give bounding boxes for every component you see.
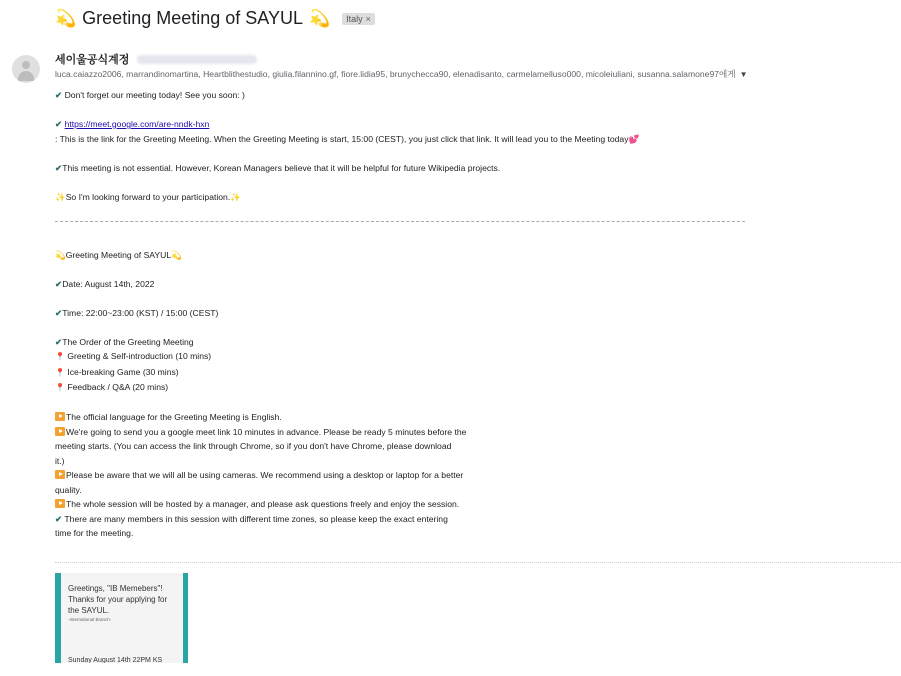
card-text [68, 583, 183, 623]
check-icon: ✔ [55, 119, 63, 129]
body-line-1: Don't forget our meeting today! See you soon: ) [64, 90, 245, 100]
dizzy-icon: 💫 [55, 8, 77, 28]
note-2a: We're going to send you a google meet link 10 minutes in advance. Please be ready 5 minutes before the [66, 426, 467, 437]
email-subject: Greeting Meeting of SAYUL [82, 8, 303, 28]
pin-icon: 📍 [55, 383, 65, 392]
remove-label-icon[interactable]: × [365, 13, 371, 24]
details-dropdown-icon[interactable]: ▼ [739, 69, 748, 79]
email-subject-row [55, 8, 375, 29]
check-icon: ✔ [55, 278, 63, 289]
heart-icon: 💕 [628, 133, 640, 144]
play-button-icon [55, 499, 65, 508]
meeting-time: Time: 22:00~23:00 (KST) / 15:00 (CEST) [62, 307, 219, 318]
recipients-row [55, 68, 748, 80]
check-icon: ✔ [55, 162, 63, 173]
agenda-item: Greeting & Self-introduction (10 mins) [67, 351, 212, 361]
note-1: The official language for the Greeting Meeting is English. [66, 412, 282, 422]
card-bottom-text: Sunday August 14th 22PM KS [68, 657, 163, 663]
body-line-4: This meeting is not essential. However, Korean Managers believe that it will be helpful for future Wikipedia projects. [62, 162, 501, 173]
avatar-body [18, 71, 34, 81]
sender-email-redacted [137, 55, 257, 64]
note-2b: meeting starts. (You can access the link through Chrome, so if you don't have Chrome, please download [55, 441, 452, 451]
play-button-icon [55, 427, 65, 436]
dashed-divider [55, 221, 745, 222]
body-line-3: : This is the link for the Greeting Meeting. When the Greeting Meeting is start, 15:00 (CEST), you just click that link. It will lead you to the Meeting today [55, 133, 629, 144]
section-title: Greeting Meeting of SAYUL [65, 249, 172, 260]
check-icon: ✔ [55, 307, 63, 318]
note-5a: There are many members in this session with different time zones, so please keep the exact entering [62, 513, 448, 524]
recipients-list: luca.caiazzo2006, marrandinomartina, Heartblithestudio, giulia.filannino.gf, fiore.lidia95, brunychecca90, elenadisanto, carmelamelluso000, micoleiuliani, susanna.salamone97에게 [55, 69, 736, 79]
card-line-3: the SAYUL. [68, 606, 110, 615]
order-title: The Order of the Greeting Meeting [62, 336, 194, 347]
meeting-date: Date: August 14th, 2022 [62, 278, 155, 289]
avatar-head [22, 61, 30, 69]
dizzy-icon: 💫 [171, 249, 182, 260]
label-chip-text: Italy [346, 13, 363, 24]
pin-icon: 📍 [55, 352, 65, 361]
email-body [55, 88, 895, 541]
check-icon: ✔ [55, 90, 63, 100]
body-line-5: So I'm looking forward to your participation. [65, 191, 231, 202]
attachment-thumbnail[interactable] [55, 573, 188, 663]
play-button-icon [55, 412, 65, 421]
meet-link[interactable]: https://meet.google.com/are-nndk-hxn [64, 119, 210, 129]
check-icon: ✔ [55, 513, 63, 524]
attachment-divider [55, 562, 901, 563]
dizzy-icon: 💫 [55, 249, 66, 260]
note-2c: it.) [55, 455, 65, 466]
sender-name[interactable]: 세이울공식계정 [55, 54, 130, 66]
check-icon: ✔ [55, 336, 63, 347]
sparkles-icon: ✨ [55, 191, 66, 202]
label-chip[interactable] [342, 13, 375, 25]
card-edge-left [55, 573, 61, 663]
card-edge-right [183, 573, 188, 663]
card-small-text: -International Branch- [68, 617, 112, 622]
sender-row [55, 51, 257, 67]
note-3a: Please be aware that we will all be using cameras. We recommend using a desktop or laptop for a better [66, 470, 464, 480]
agenda-item: Ice-breaking Game (30 mins) [67, 366, 179, 377]
sender-avatar[interactable] [12, 55, 40, 83]
agenda-item: Feedback / Q&A (20 mins) [67, 382, 169, 392]
note-4: The whole session will be hosted by a manager, and please ask questions freely and enjoy the session. [66, 499, 460, 509]
sparkles-icon: ✨ [230, 191, 241, 202]
dizzy-icon: 💫 [308, 8, 331, 28]
note-5b: time for the meeting. [55, 528, 134, 538]
card-line-1: Greetings, "IB Memebers"! [68, 584, 163, 593]
note-3b: quality. [55, 484, 82, 495]
pin-icon: 📍 [55, 367, 65, 377]
play-button-icon [55, 470, 65, 479]
card-line-2: Thanks for your applying for [68, 595, 168, 604]
